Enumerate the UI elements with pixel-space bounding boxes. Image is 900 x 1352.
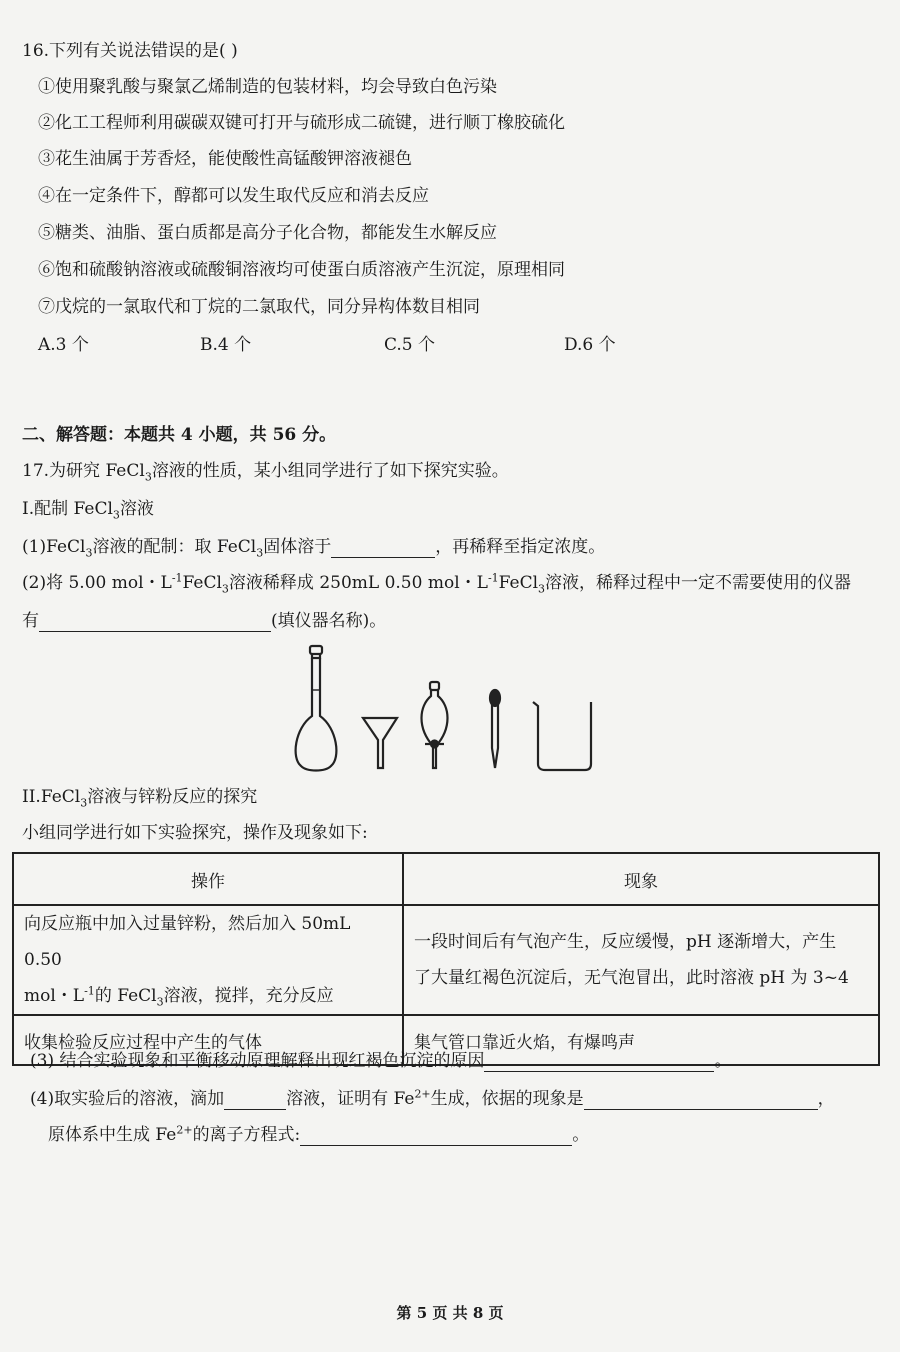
q17-sub2-line2: 有 (填仪器名称)。 — [22, 611, 387, 631]
choice-c: C.5 个 — [384, 335, 436, 355]
q16-item-1: ①使用聚乳酸与聚氯乙烯制造的包装材料，均会导致白色污染 — [38, 77, 497, 97]
q16-item-7: ⑦戊烷的一氯取代和丁烷的二氯取代，同分异构体数目相同 — [38, 297, 480, 317]
q16-item-6: ⑥饱和硫酸钠溶液或硫酸铜溶液均可使蛋白质溶液产生沉淀，原理相同 — [38, 260, 565, 280]
choice-b: B.4 个 — [200, 335, 252, 355]
q16-item-3: ③花生油属于芳香烃，能使酸性高锰酸钾溶液褪色 — [38, 149, 412, 169]
q16-item-5: ⑤糖类、油脂、蛋白质都是高分子化合物，都能发生水解反应 — [38, 223, 497, 243]
q16-item-2: ②化工工程师利用碳碳双键可打开与硫形成二硫键，进行顺丁橡胶硫化 — [38, 113, 565, 133]
part2-heading: II.FeCl$_3$溶液与锌粉反应的探究 — [22, 787, 258, 810]
beaker-icon — [533, 702, 591, 770]
experiment-table — [12, 852, 880, 1066]
q17-stem: 17.为研究 FeCl$_3$溶液的性质，某小组同学进行了如下探究实验。 — [22, 461, 509, 484]
answer-blank-4[interactable] — [224, 1091, 286, 1110]
funnel-icon — [363, 718, 397, 768]
cell-phenomenon-1: 一段时间后有气泡产生，反应缓慢，pH 逐渐增大，产生 了大量红褐色沉淀后，无气泡冒出，此时溶液 pH 为 3~4 — [403, 905, 879, 1015]
section-heading: 二、解答题：本题共 4 小题，共 56 分。 — [22, 425, 337, 445]
dropper-icon — [490, 690, 500, 768]
apparatus-figure — [285, 640, 605, 780]
q17-sub1: (1)FeCl$_3$溶液的配制：取 FeCl$_3$固体溶于 ，再稀释至指定浓度。 — [22, 537, 606, 560]
q16-stem: 16.下列有关说法错误的是( ) — [22, 41, 238, 61]
part1-heading: I.配制 FeCl$_3$溶液 — [22, 499, 154, 522]
part2-intro: 小组同学进行如下实验探究，操作及现象如下: — [22, 823, 368, 843]
header-phenomenon: 现象 — [403, 853, 879, 905]
answer-blank-5[interactable] — [584, 1091, 818, 1110]
table-header-row — [13, 853, 879, 905]
page-footer: 第 5 页 共 8 页 — [396, 1304, 504, 1322]
choice-a: A.3 个 — [38, 335, 89, 355]
cell-operation-1: 向反应瓶中加入过量锌粉，然后加入 50mL 0.50 mol・$L^{-1}$的 FeCl$_3$溶液，搅拌，充分反应 — [13, 905, 403, 1015]
q16-item-4: ④在一定条件下，醇都可以发生取代反应和消去反应 — [38, 186, 429, 206]
cell-operation-2: 收集检验反应过程中产生的气体 — [13, 1015, 403, 1065]
q17-sub2: (2)将 5.00 mol・$L^{-1}FeCl_3$溶液稀释成 250mL 0.50 mol・$L^{-1}FeCl_3$溶液，稀释过程中一定不需要使用的仪器 — [22, 571, 852, 596]
volumetric-flask-icon — [296, 646, 337, 771]
cell-phenomenon-2: 集气管口靠近火焰，有爆鸣声 — [403, 1015, 879, 1065]
q17-sub4-line2: 原体系中生成 $Fe^{2+}$的离子方程式: 。 — [48, 1123, 590, 1145]
separatory-funnel-icon — [422, 682, 448, 768]
q17-sub3: (3) 结合实验现象和平衡移动原理解释出现红褐色沉淀的原因 。 — [30, 1051, 732, 1071]
answer-blank-3[interactable] — [484, 1053, 714, 1072]
answer-blank-2[interactable] — [39, 613, 271, 632]
choice-d: D.6 个 — [564, 335, 616, 355]
table-row — [13, 905, 879, 1015]
answer-blank-1[interactable] — [331, 539, 435, 558]
q17-sub4: (4)取实验后的溶液，滴加 溶液，证明有 $Fe^{2+}$生成，依据的现象是 ， — [30, 1087, 835, 1109]
answer-blank-6[interactable] — [300, 1127, 572, 1146]
header-operation: 操作 — [13, 853, 403, 905]
